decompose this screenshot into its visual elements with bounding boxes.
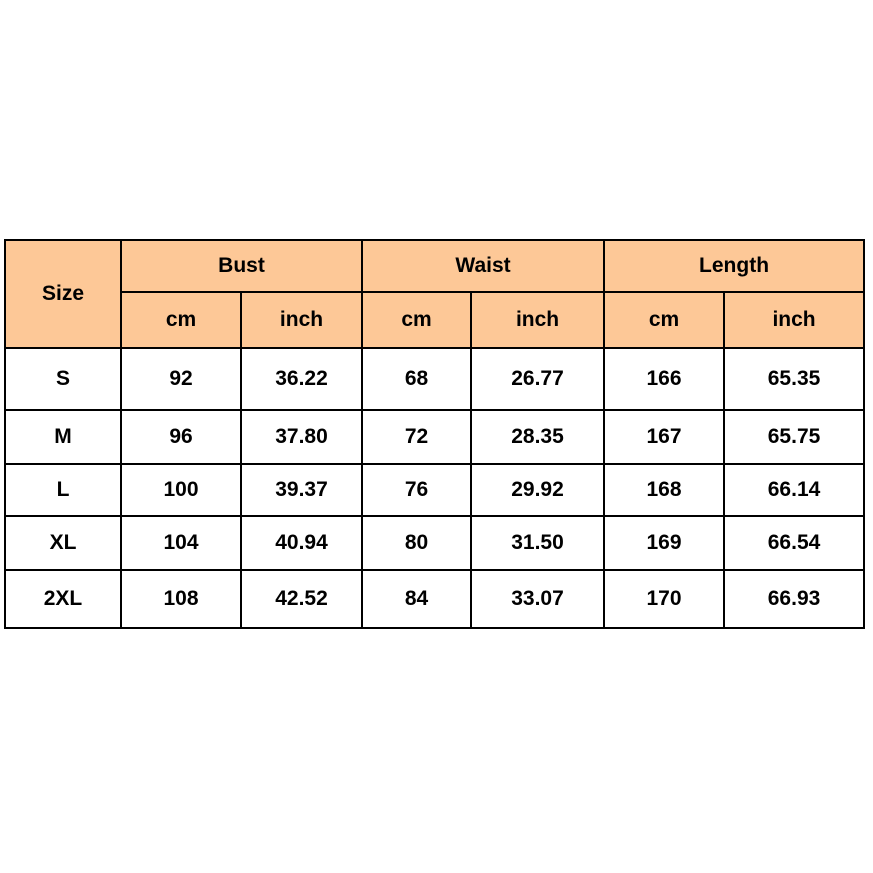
group-header-row	[5, 240, 864, 292]
length-cm-cell: 170	[604, 570, 724, 628]
length-cm-cell: 167	[604, 410, 724, 464]
waist-cm-cell: 80	[362, 516, 471, 570]
length-cm-cell: 169	[604, 516, 724, 570]
waist-inch-cell: 28.35	[471, 410, 604, 464]
waist-group-header: Waist	[362, 240, 604, 292]
size-column-header: Size	[5, 240, 121, 348]
length-inch-cell: 65.35	[724, 348, 864, 410]
waist-inch-cell: 29.92	[471, 464, 604, 516]
bust-inch-header: inch	[241, 292, 362, 348]
length-inch-cell: 66.54	[724, 516, 864, 570]
table-header	[5, 240, 864, 348]
waist-inch-cell: 26.77	[471, 348, 604, 410]
size-cell: XL	[5, 516, 121, 570]
table-body	[5, 348, 864, 628]
table-row	[5, 410, 864, 464]
length-inch-cell: 66.14	[724, 464, 864, 516]
waist-inch-header: inch	[471, 292, 604, 348]
bust-inch-cell: 36.22	[241, 348, 362, 410]
size-cell: S	[5, 348, 121, 410]
waist-cm-cell: 68	[362, 348, 471, 410]
bust-inch-cell: 42.52	[241, 570, 362, 628]
length-group-header: Length	[604, 240, 864, 292]
waist-inch-cell: 31.50	[471, 516, 604, 570]
length-inch-cell: 65.75	[724, 410, 864, 464]
table-row	[5, 570, 864, 628]
unit-header-row	[5, 292, 864, 348]
size-cell: L	[5, 464, 121, 516]
waist-cm-cell: 84	[362, 570, 471, 628]
length-cm-cell: 166	[604, 348, 724, 410]
waist-cm-cell: 76	[362, 464, 471, 516]
bust-cm-cell: 108	[121, 570, 241, 628]
size-cell: M	[5, 410, 121, 464]
table-row	[5, 464, 864, 516]
bust-cm-cell: 92	[121, 348, 241, 410]
bust-cm-cell: 100	[121, 464, 241, 516]
bust-inch-cell: 39.37	[241, 464, 362, 516]
length-cm-header: cm	[604, 292, 724, 348]
bust-cm-cell: 104	[121, 516, 241, 570]
table-row	[5, 348, 864, 410]
bust-inch-cell: 37.80	[241, 410, 362, 464]
waist-cm-header: cm	[362, 292, 471, 348]
length-inch-header: inch	[724, 292, 864, 348]
size-cell: 2XL	[5, 570, 121, 628]
bust-group-header: Bust	[121, 240, 362, 292]
length-cm-cell: 168	[604, 464, 724, 516]
length-inch-cell: 66.93	[724, 570, 864, 628]
table-row	[5, 516, 864, 570]
bust-inch-cell: 40.94	[241, 516, 362, 570]
bust-cm-cell: 96	[121, 410, 241, 464]
waist-cm-cell: 72	[362, 410, 471, 464]
bust-cm-header: cm	[121, 292, 241, 348]
size-chart-table	[4, 239, 865, 629]
waist-inch-cell: 33.07	[471, 570, 604, 628]
